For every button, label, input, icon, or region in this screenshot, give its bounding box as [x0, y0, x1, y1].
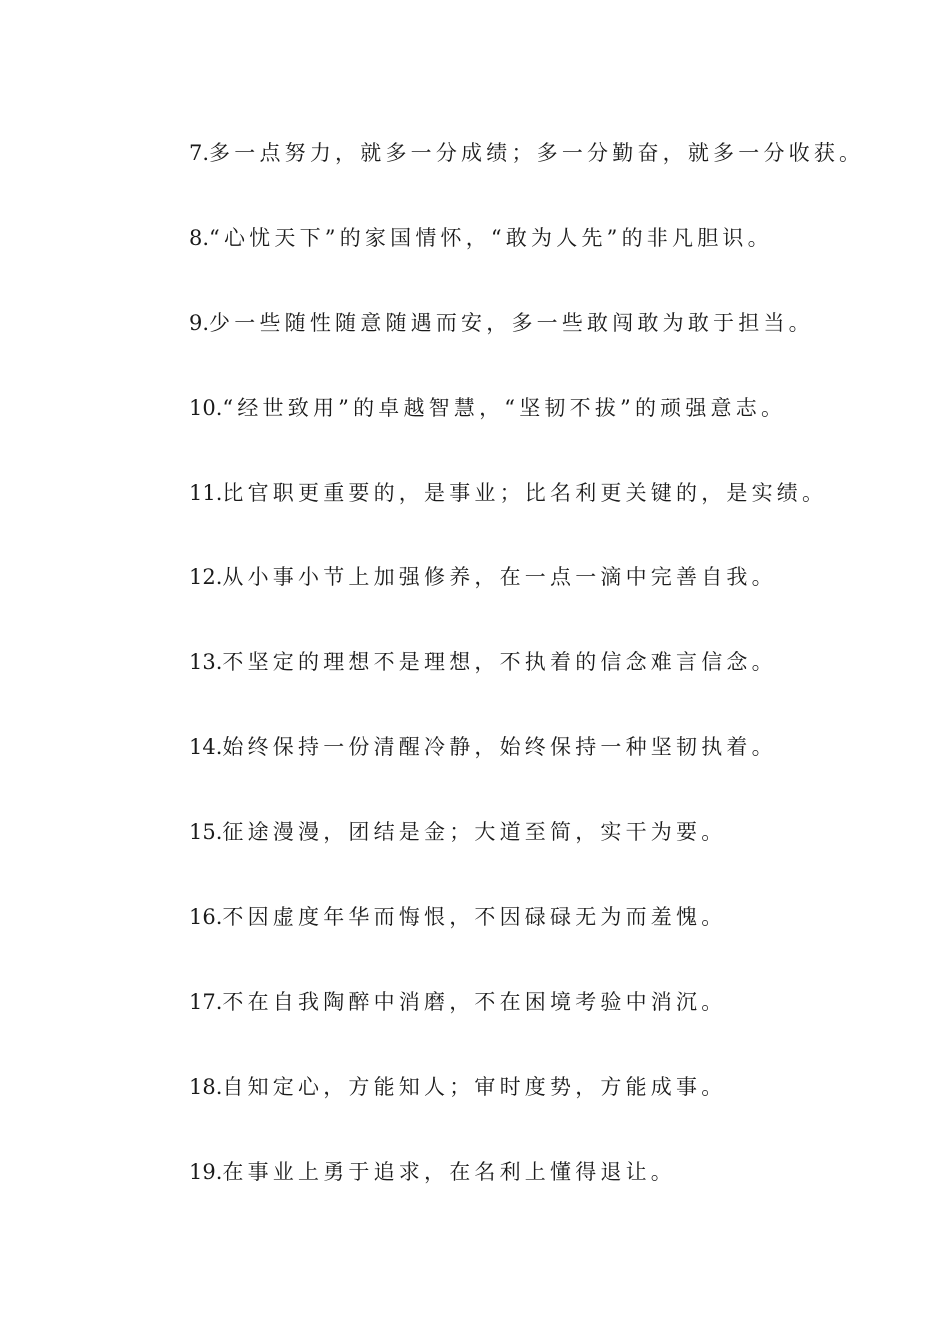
- item-text: 在事业上勇于追求，在名利上懂得退让。: [222, 1159, 677, 1184]
- list-item: [189, 983, 889, 1068]
- list-item: [189, 1153, 889, 1238]
- item-number: 9.: [189, 310, 210, 335]
- item-text: 征途漫漫，团结是金；大道至简，实干为要。: [222, 820, 727, 845]
- item-number: 15.: [189, 820, 223, 845]
- item-number: 11.: [189, 480, 223, 505]
- item-number: 17.: [189, 989, 223, 1014]
- list-item: [189, 474, 889, 559]
- item-number: 19.: [189, 1159, 223, 1184]
- list-item: [189, 813, 889, 898]
- item-text: 少一些随性随意随遇而安，多一些敢闯敢为敢于担当。: [209, 310, 814, 335]
- list-item: [189, 558, 889, 643]
- quote-list: [189, 134, 889, 1238]
- list-item: [189, 219, 889, 304]
- item-number: 18.: [189, 1074, 223, 1099]
- item-text: 多一点努力，就多一分成绩；多一分勤奋，就多一分收获。: [209, 141, 865, 165]
- list-item: [189, 728, 889, 813]
- item-number: 13.: [189, 650, 223, 675]
- item-number: 8.: [189, 225, 210, 250]
- item-number: 12.: [189, 565, 223, 590]
- item-text: 从小事小节上加强修养，在一点一滴中完善自我。: [222, 565, 777, 590]
- item-text: 不在自我陶醉中消磨，不在困境考验中消沉。: [222, 989, 727, 1014]
- list-item: [189, 1068, 889, 1153]
- item-number: 10.: [189, 395, 223, 420]
- item-text: “经世致用”的卓越智慧，“坚韧不拔”的顽强意志。: [222, 395, 787, 420]
- item-number: 7.: [189, 141, 210, 165]
- item-number: 14.: [189, 735, 223, 760]
- item-text: 自知定心，方能知人；审时度势，方能成事。: [222, 1074, 727, 1099]
- item-text: 比官职更重要的，是事业；比名利更关键的，是实绩。: [222, 480, 828, 505]
- item-text: “心忧天下”的家国情怀，“敢为人先”的非凡胆识。: [209, 225, 773, 250]
- list-item: [189, 389, 889, 474]
- item-text: 不因虚度年华而悔恨，不因碌碌无为而羞愧。: [222, 905, 727, 930]
- list-item: [189, 304, 889, 389]
- list-item: [189, 643, 889, 728]
- list-item: [189, 898, 889, 983]
- item-text: 不坚定的理想不是理想，不执着的信念难言信念。: [222, 650, 777, 675]
- item-text: 始终保持一份清醒冷静，始终保持一种坚韧执着。: [222, 735, 777, 760]
- item-number: 16.: [189, 905, 223, 930]
- list-item: [189, 134, 889, 219]
